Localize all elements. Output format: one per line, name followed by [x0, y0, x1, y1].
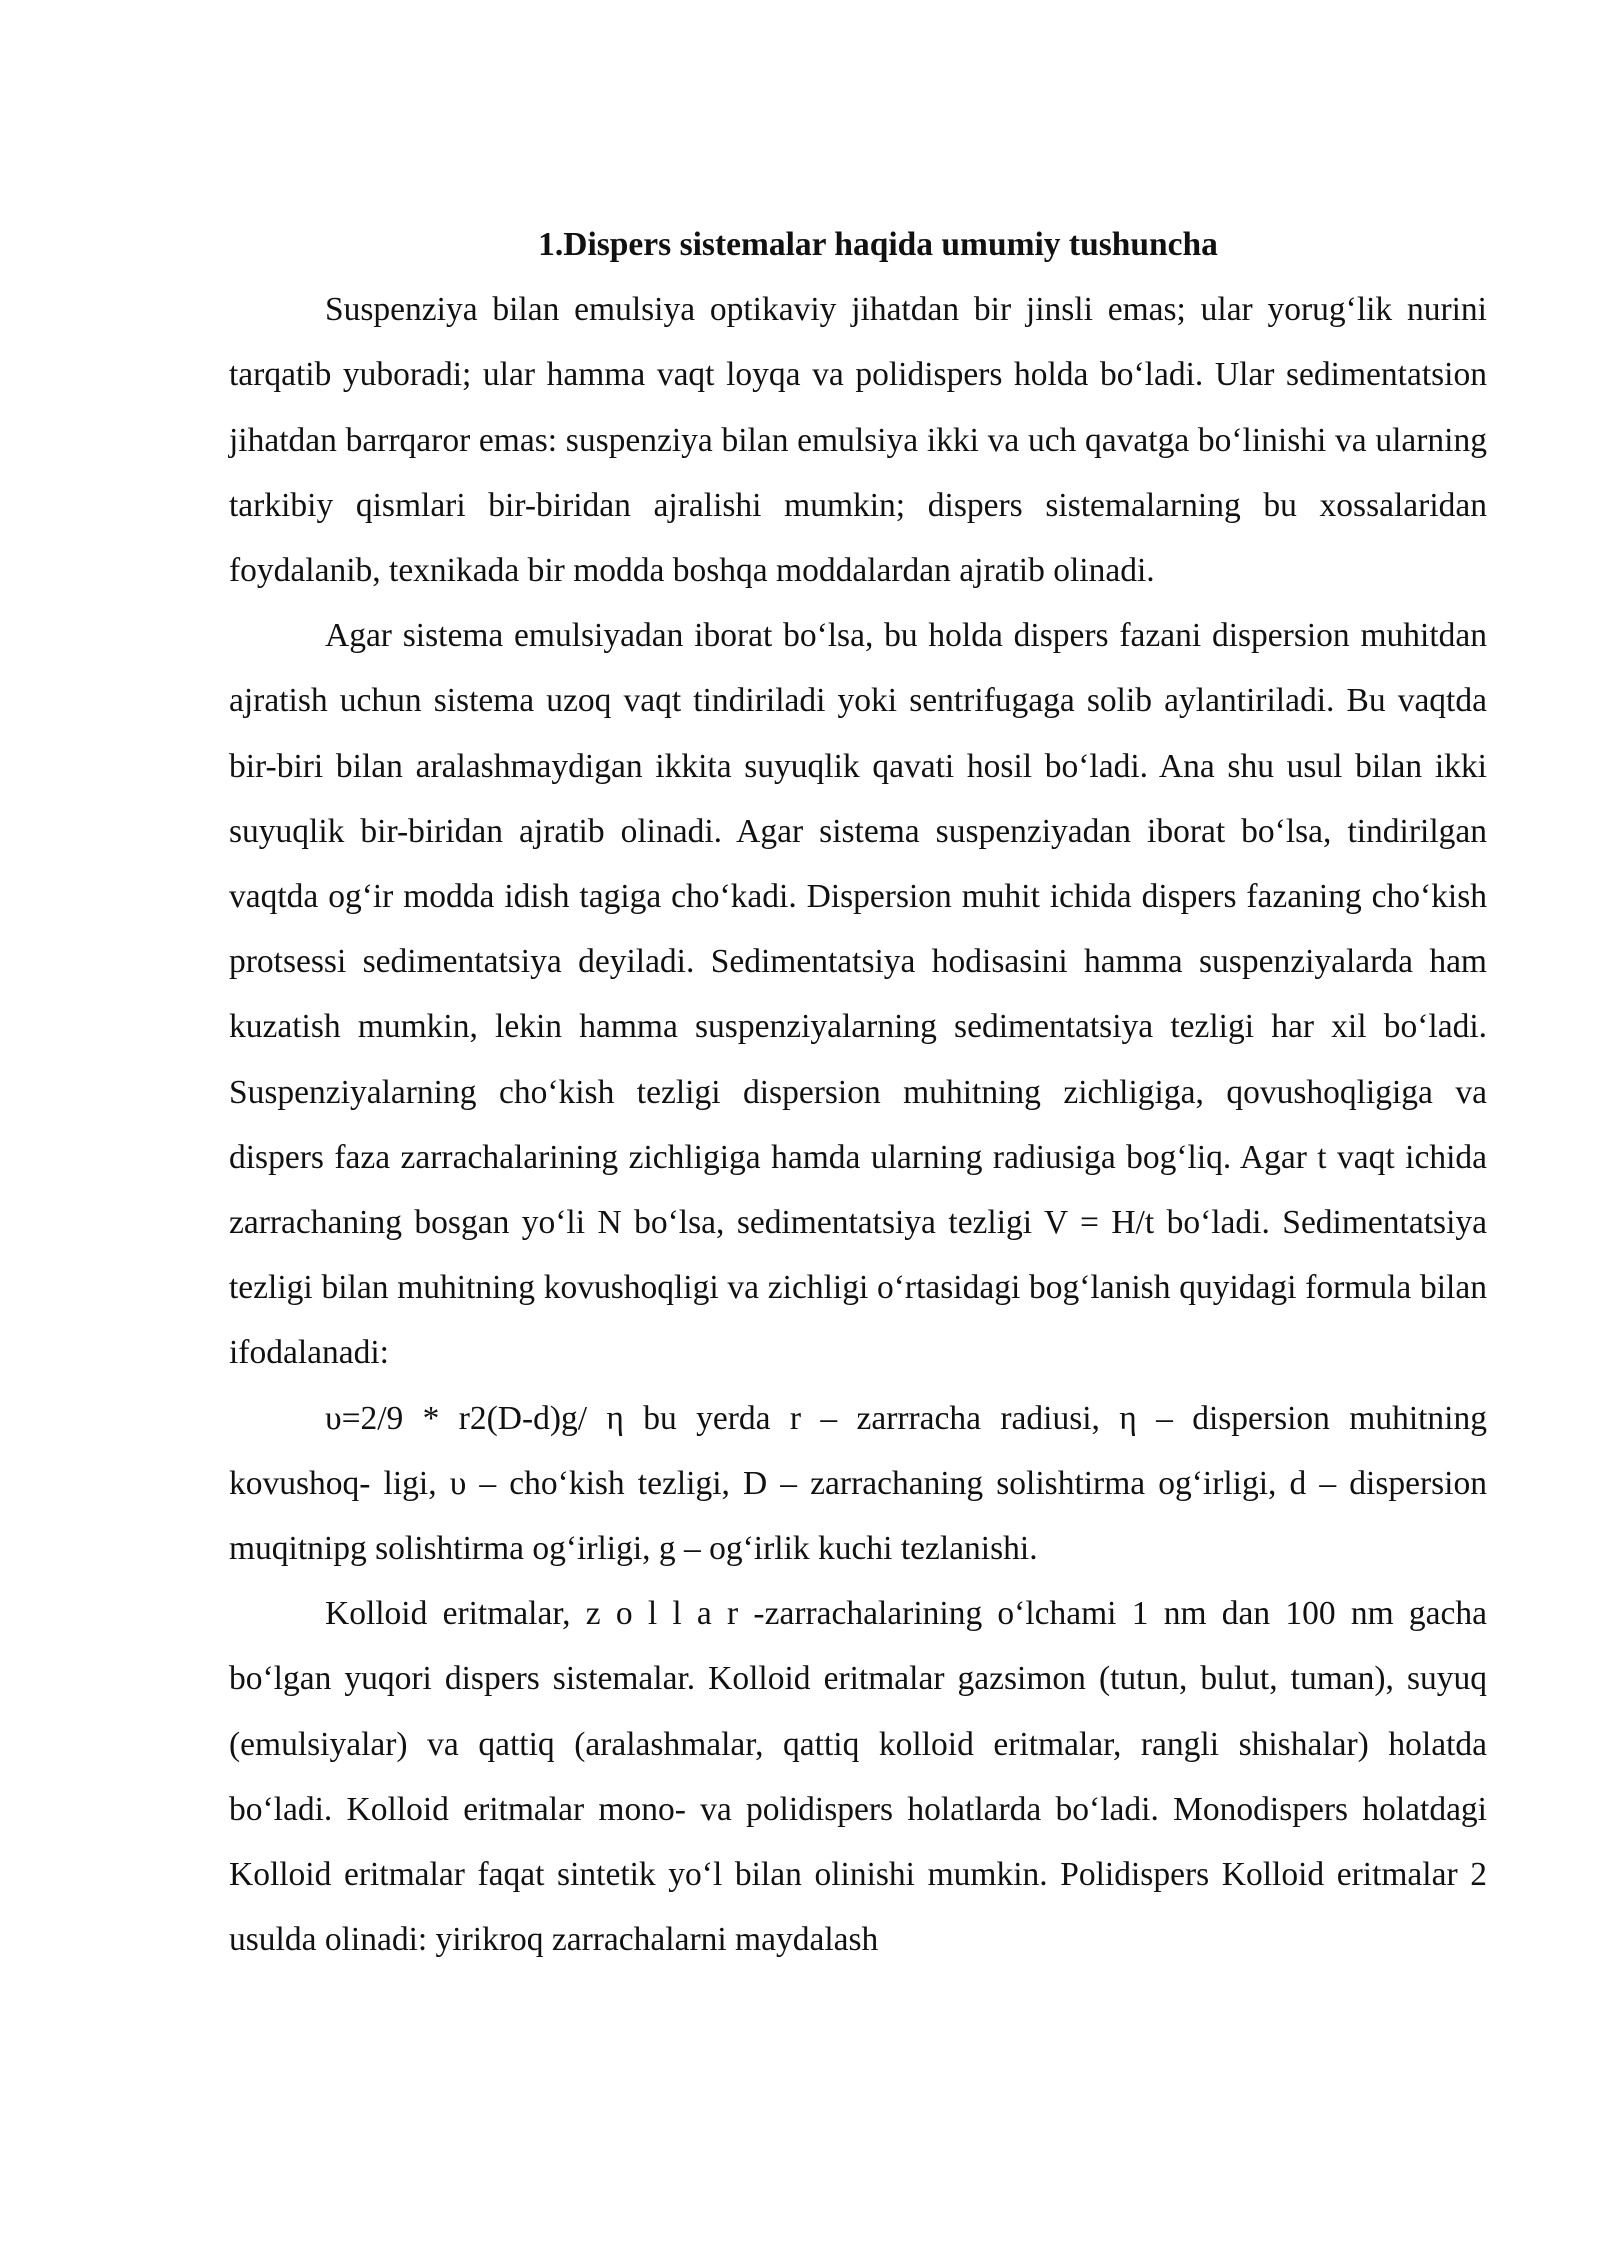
- document-body: [229, 212, 1487, 1972]
- paragraph-sedimentation: Agar sistema emulsiyadan iborat bo‘lsa, bu holda dispers fazani dispersion muhitdan ajratish uchun sistema uzoq vaqt tindiriladi yoki sentrifugaga solib aylantiriladi. Bu vaqtda bir-biri bilan aralashmaydigan ikkita suyuqlik qavati hosil bo‘ladi. Ana shu usul bilan ikki suyuqlik bir-biridan ajratib olinadi. Agar sistema suspenziyadan iborat bo‘lsa, tindirilgan vaqtda og‘ir modda idish tagiga cho‘kadi. Dispersion muhit ichida dispers fazaning cho‘kish protsessi sedimentatsiya deyiladi. Sedimentatsiya hodisasini hamma suspenziyalarda ham kuzatish mumkin, lekin hamma suspenziyalarning sedimentatsiya tezligi har xil bo‘ladi. Suspenziyalarning cho‘kish tezligi dispersion muhitning zichligiga, qovushoqligiga va dispers faza zarrachalarining zichligiga hamda ularning radiusiga bog‘liq. Agar t vaqt ichida zarrachaning bosgan yo‘li N bo‘lsa, sedimentatsiya tezligi V = H/t bo‘ladi. Sedimentatsiya tezligi bilan muhitning kovushoqligi va zichligi o‘rtasidagi bog‘lanish quyidagi formula bilan ifodalanadi:: [229, 617, 1487, 1372]
- paragraph-suspension-emulsion: Suspenziya bilan emulsiya optikaviy jihatdan bir jinsli emas; ular yorug‘lik nurini tarqatib yuboradi; ular hamma vaqt loyqa va polidispers holda bo‘ladi. Ular sedimentatsion jihatdan barrqaror emas: suspenziya bilan emulsiya ikki va uch qavatga bo‘linishi va ularning tarkibiy qismlari bir-biridan ajralishi mumkin; dispers sistemalarning bu xossalaridan foydalanib, texnikada bir modda boshqa moddalardan ajratib olinadi.: [229, 291, 1487, 590]
- paragraph-formula: υ=2/9 * r2(D-d)g/ η bu yerda r – zarrracha radiusi, η – dispersion muhitning kovushoq- ligi, υ – cho‘kish tezligi, D – zarrachaning solishtirma og‘irligi, d – dispersion muqitnipg solishtirma og‘irligi, g – og‘irlik kuchi tezlanishi.: [229, 1399, 1487, 1568]
- paragraph-colloid-solutions: Kolloid eritmalar, z o l l a r -zarrachalarining o‘lchami 1 nm dan 100 nm gacha bo‘lgan yuqori dispers sistemalar. Kolloid eritmalar gazsimon (tutun, bulut, tuman), suyuq (emulsiyalar) va qattiq (aralashmalar, qattiq kolloid eritmalar, rangli shishalar) holatda bo‘ladi. Kolloid eritmalar mono- va polidispers holatlarda bo‘ladi. Monodispers holatdagi Kolloid eritmalar faqat sintetik yo‘l bilan olinishi mumkin. Polidispers Kolloid eritmalar 2 usulda olinadi: yirikroq zarrachalarni maydalash: [229, 1595, 1487, 1959]
- section-title: 1.Dispers sistemalar haqida umumiy tushuncha: [538, 226, 1218, 263]
